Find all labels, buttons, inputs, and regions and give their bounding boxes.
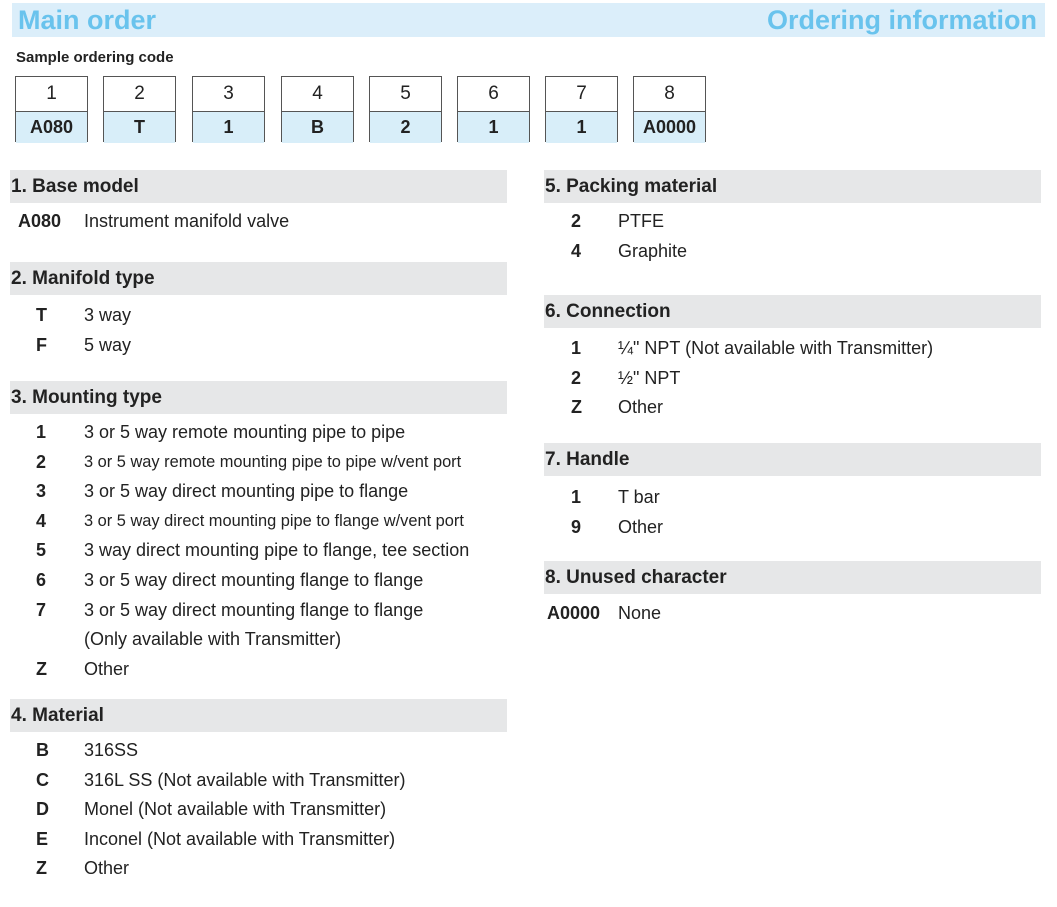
section-title: 8. Unused character	[544, 561, 1041, 594]
section-base-model	[10, 170, 507, 237]
section-title: 7. Handle	[544, 443, 1041, 476]
option-desc: ¼" NPT (Not available with Transmitter)	[618, 338, 934, 358]
option-desc: Instrument manifold valve	[84, 211, 290, 231]
list-item	[10, 477, 507, 507]
option-desc: PTFE	[618, 211, 665, 231]
code-value: 1	[193, 112, 264, 143]
list-item	[544, 207, 1041, 237]
option-code: B	[36, 740, 49, 760]
option-code: 2	[571, 367, 582, 388]
code-box-1	[15, 76, 88, 142]
option-desc: 3 or 5 way direct mounting flange to flange	[84, 599, 424, 620]
header-banner	[12, 3, 1045, 37]
option-code: 1	[571, 487, 582, 507]
option-code: 3	[36, 481, 47, 502]
list-item	[544, 393, 1041, 423]
section-packing-material	[544, 170, 1041, 266]
section-title: 5. Packing material	[544, 170, 1041, 203]
list-item	[544, 237, 1041, 267]
list-item	[10, 795, 507, 825]
code-value: 1	[546, 112, 617, 143]
list-item	[544, 599, 1041, 629]
list-item	[10, 331, 507, 361]
code-position: 8	[634, 77, 705, 112]
list-item	[10, 507, 507, 537]
list-item	[544, 513, 1041, 543]
code-value: T	[104, 112, 175, 143]
option-code: D	[36, 799, 49, 820]
option-code: 6	[36, 569, 47, 590]
header-title-left: Main order	[18, 5, 157, 35]
code-position: 1	[16, 77, 87, 112]
option-code: 2	[36, 451, 47, 472]
option-desc: T bar	[618, 487, 660, 507]
section-title: 2. Manifold type	[10, 262, 507, 295]
header-title-right: Ordering information	[767, 5, 1037, 35]
list-item	[544, 364, 1041, 394]
option-code: 9	[571, 516, 582, 537]
option-desc: Other	[618, 397, 664, 418]
code-position: 6	[458, 77, 529, 112]
option-code: T	[36, 305, 47, 325]
section-title: 1. Base model	[10, 170, 507, 203]
list-item	[10, 536, 507, 566]
option-desc: 5 way	[84, 334, 132, 355]
option-code: Z	[36, 858, 47, 879]
option-code: 2	[571, 211, 582, 231]
option-desc: 316L SS (Not available with Transmitter)	[84, 769, 406, 790]
list-item	[10, 418, 507, 448]
option-desc: Other	[618, 516, 664, 537]
option-code: 5	[36, 540, 47, 561]
list-item	[10, 825, 507, 855]
code-position: 3	[193, 77, 264, 112]
code-value: 1	[458, 112, 529, 143]
option-code: Z	[571, 397, 582, 418]
option-desc: 316SS	[84, 740, 139, 760]
list-item	[10, 448, 507, 478]
list-item	[10, 207, 507, 237]
option-desc: 3 way	[84, 305, 132, 325]
option-code: Z	[36, 658, 47, 679]
code-box-8	[633, 76, 706, 142]
list-item	[544, 483, 1041, 513]
code-box-3	[192, 76, 265, 142]
option-desc: ½" NPT	[618, 367, 681, 388]
list-item	[544, 334, 1041, 364]
option-desc: None	[618, 603, 662, 623]
code-box-7	[545, 76, 618, 142]
option-desc: 3 or 5 way direct mounting pipe to flange	[84, 481, 409, 502]
code-position: 5	[370, 77, 441, 112]
code-position: 4	[282, 77, 353, 112]
list-item	[10, 596, 507, 626]
option-desc: (Only available with Transmitter)	[84, 629, 342, 650]
code-value: 2	[370, 112, 441, 143]
code-box-2	[103, 76, 176, 142]
option-code: F	[36, 334, 47, 355]
code-value: A080	[16, 112, 87, 143]
option-code: 1	[36, 422, 47, 442]
option-desc: Inconel (Not available with Transmitter)	[84, 828, 396, 849]
sample-code-title: Sample ordering code	[16, 49, 174, 66]
option-code: A0000	[547, 603, 601, 623]
option-code: 7	[36, 599, 47, 620]
code-box-6	[457, 76, 530, 142]
section-material	[10, 699, 507, 884]
option-desc: Other	[84, 658, 130, 679]
code-value: A0000	[634, 112, 705, 143]
list-item	[10, 766, 507, 796]
option-code: 1	[571, 338, 582, 358]
code-box-5	[369, 76, 442, 142]
code-position: 2	[104, 77, 175, 112]
list-item	[10, 625, 507, 655]
section-title: 3. Mounting type	[10, 381, 507, 414]
option-code: E	[36, 828, 49, 849]
option-desc: 3 way direct mounting pipe to flange, tee section	[84, 540, 470, 561]
option-desc: 3 or 5 way remote mounting pipe to pipe w/vent port	[84, 452, 462, 471]
option-desc: 3 or 5 way remote mounting pipe to pipe	[84, 422, 406, 442]
section-handle	[544, 443, 1041, 542]
option-desc: Graphite	[618, 240, 688, 261]
list-item	[10, 301, 507, 331]
code-position: 7	[546, 77, 617, 112]
section-title: 6. Connection	[544, 295, 1041, 328]
section-manifold-type	[10, 262, 507, 360]
list-item	[10, 854, 507, 884]
code-box-4	[281, 76, 354, 142]
option-desc: 3 or 5 way direct mounting flange to flange	[84, 569, 424, 590]
option-code: C	[36, 769, 49, 790]
list-item	[10, 655, 507, 685]
section-title: 4. Material	[10, 699, 507, 732]
section-mounting-type	[10, 381, 507, 684]
option-desc: Other	[84, 858, 130, 879]
section-unused-character	[544, 561, 1041, 629]
option-code: 4	[571, 240, 582, 261]
option-code: 4	[36, 510, 47, 531]
list-item	[10, 566, 507, 596]
option-desc: Monel (Not available with Transmitter)	[84, 799, 387, 820]
list-item	[10, 736, 507, 766]
code-value: B	[282, 112, 353, 143]
section-connection	[544, 295, 1041, 423]
option-desc: 3 or 5 way direct mounting pipe to flange w/vent port	[84, 511, 464, 530]
option-code: A080	[18, 211, 62, 231]
